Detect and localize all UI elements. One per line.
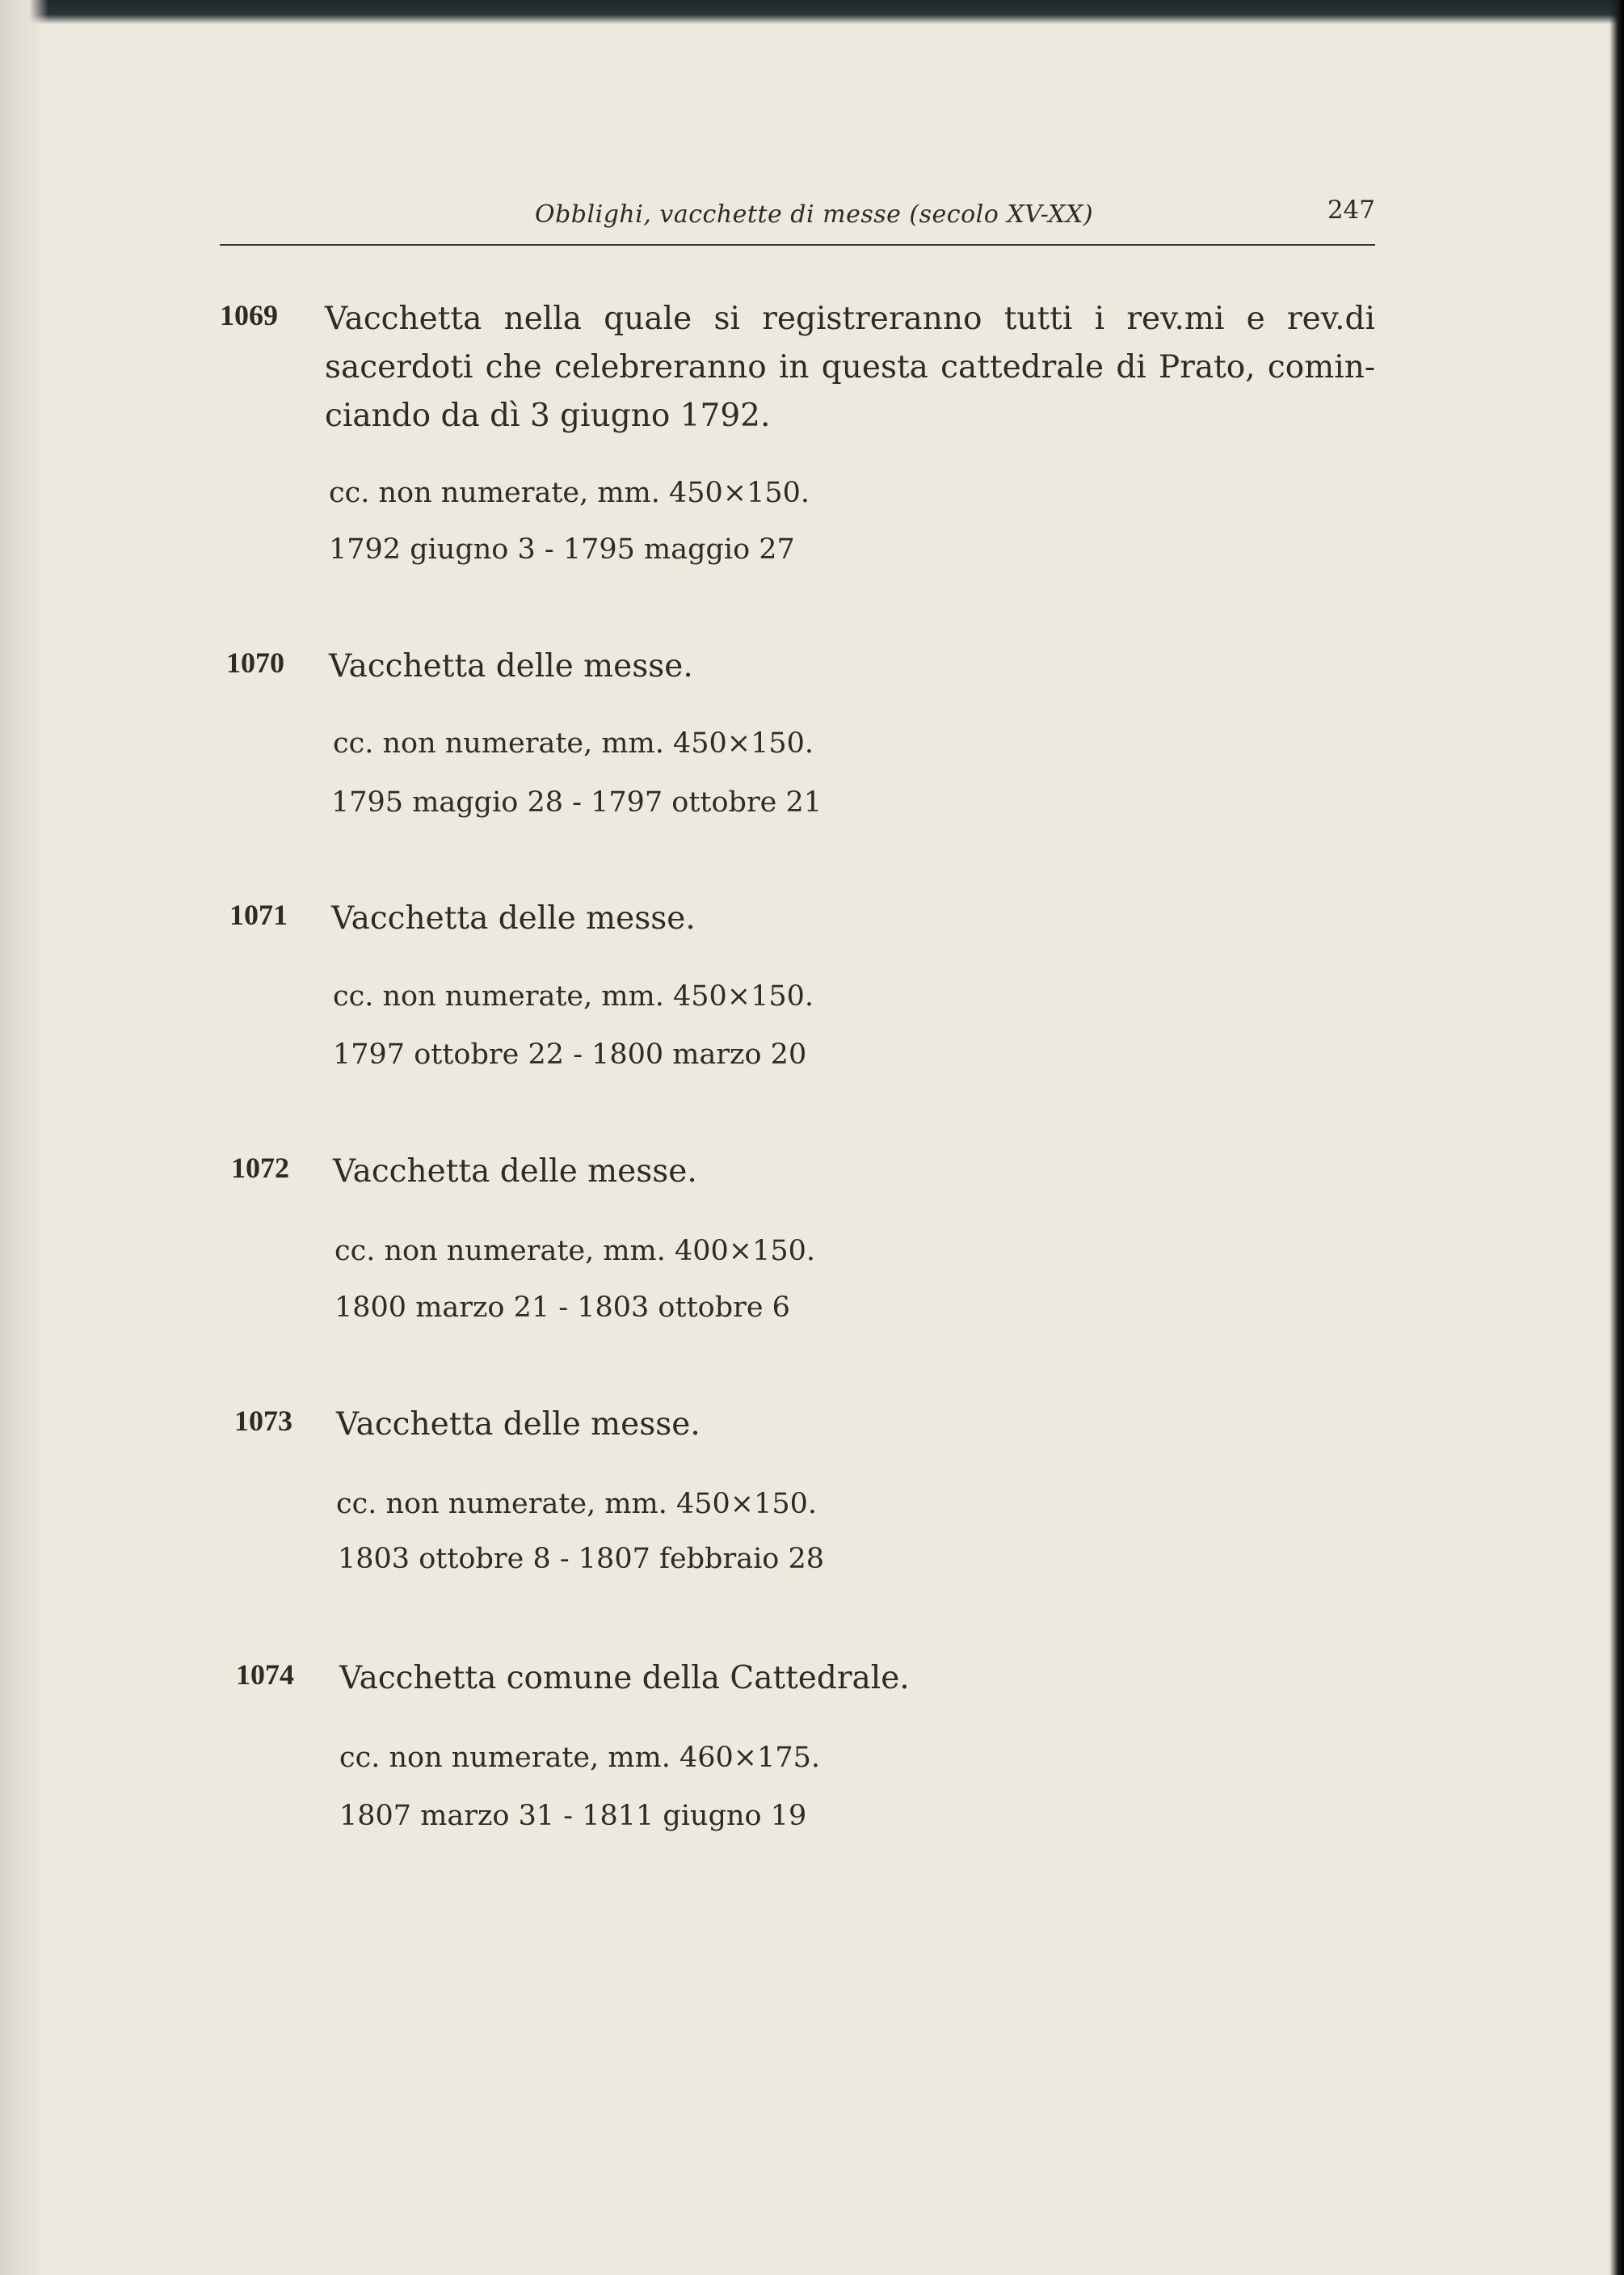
entry-date-range: 1797 ottobre 22 - 1800 marzo 20 [333, 1038, 807, 1071]
entry-title-line: Vacchetta delle messe. [331, 900, 696, 937]
entry-number: 1070 [226, 647, 284, 679]
page-number: 247 [1327, 196, 1375, 225]
entry-title-line: sacerdoti che celebreranno in questa cattedrale di Prato, comin- [325, 349, 1375, 385]
catalog-entry [220, 642, 1375, 828]
entry-date-range: 1803 ottobre 8 - 1807 febbraio 28 [338, 1543, 824, 1575]
catalog-entry [220, 1148, 1375, 1333]
catalog-entry [220, 1654, 1375, 1840]
entry-title-line: Vacchetta delle messe. [336, 1406, 701, 1443]
catalog-entry [220, 1401, 1375, 1586]
entry-date-range: 1792 giugno 3 - 1795 maggio 27 [329, 533, 795, 566]
entry-description: cc. non numerate, mm. 450×150. [329, 477, 810, 509]
entry-date-range: 1800 marzo 21 - 1803 ottobre 6 [334, 1291, 790, 1324]
scan-right-edge [1609, 0, 1624, 2275]
entry-title-line: Vacchetta delle messe. [333, 1153, 697, 1190]
entry-number: 1069 [220, 299, 278, 331]
entry-description: cc. non numerate, mm. 450×150. [333, 980, 814, 1013]
entry-title [333, 1148, 1383, 1196]
entry-title-line: Vacchetta delle messe. [329, 648, 693, 685]
scan-top-edge [0, 0, 1624, 24]
entry-title [336, 1401, 1386, 1449]
entry-title [339, 1654, 1390, 1703]
entry-title [331, 895, 1382, 943]
page-gutter-shadow [0, 0, 48, 2275]
entry-title [325, 295, 1375, 440]
entry-date-range: 1807 marzo 31 - 1811 giugno 19 [339, 1800, 807, 1832]
catalog-entry [220, 895, 1375, 1081]
entry-date-range: 1795 maggio 28 - 1797 ottobre 21 [331, 786, 823, 819]
running-title: Obblighi, vacchette di messe (secolo XV-XX) [535, 200, 1094, 229]
entry-description: cc. non numerate, mm. 450×150. [333, 727, 814, 760]
entry-title-line: Vacchetta comune della Cattedrale. [339, 1660, 910, 1696]
entry-number: 1071 [229, 899, 288, 931]
entry-title [329, 642, 1379, 691]
entry-description: cc. non numerate, mm. 460×175. [339, 1742, 821, 1774]
entry-title-line: Vacchetta nella quale si registreranno tutti i rev.mi e rev.di [325, 301, 1375, 337]
entry-title-line: ciando da dì 3 giugno 1792. [325, 398, 771, 434]
entry-number: 1073 [234, 1405, 292, 1437]
entry-description: cc. non numerate, mm. 400×150. [334, 1235, 816, 1267]
entry-description: cc. non numerate, mm. 450×150. [336, 1488, 818, 1520]
catalog-entry [220, 295, 1375, 570]
page-header [220, 192, 1375, 246]
entry-number: 1072 [231, 1152, 289, 1184]
entry-number: 1074 [236, 1658, 294, 1691]
